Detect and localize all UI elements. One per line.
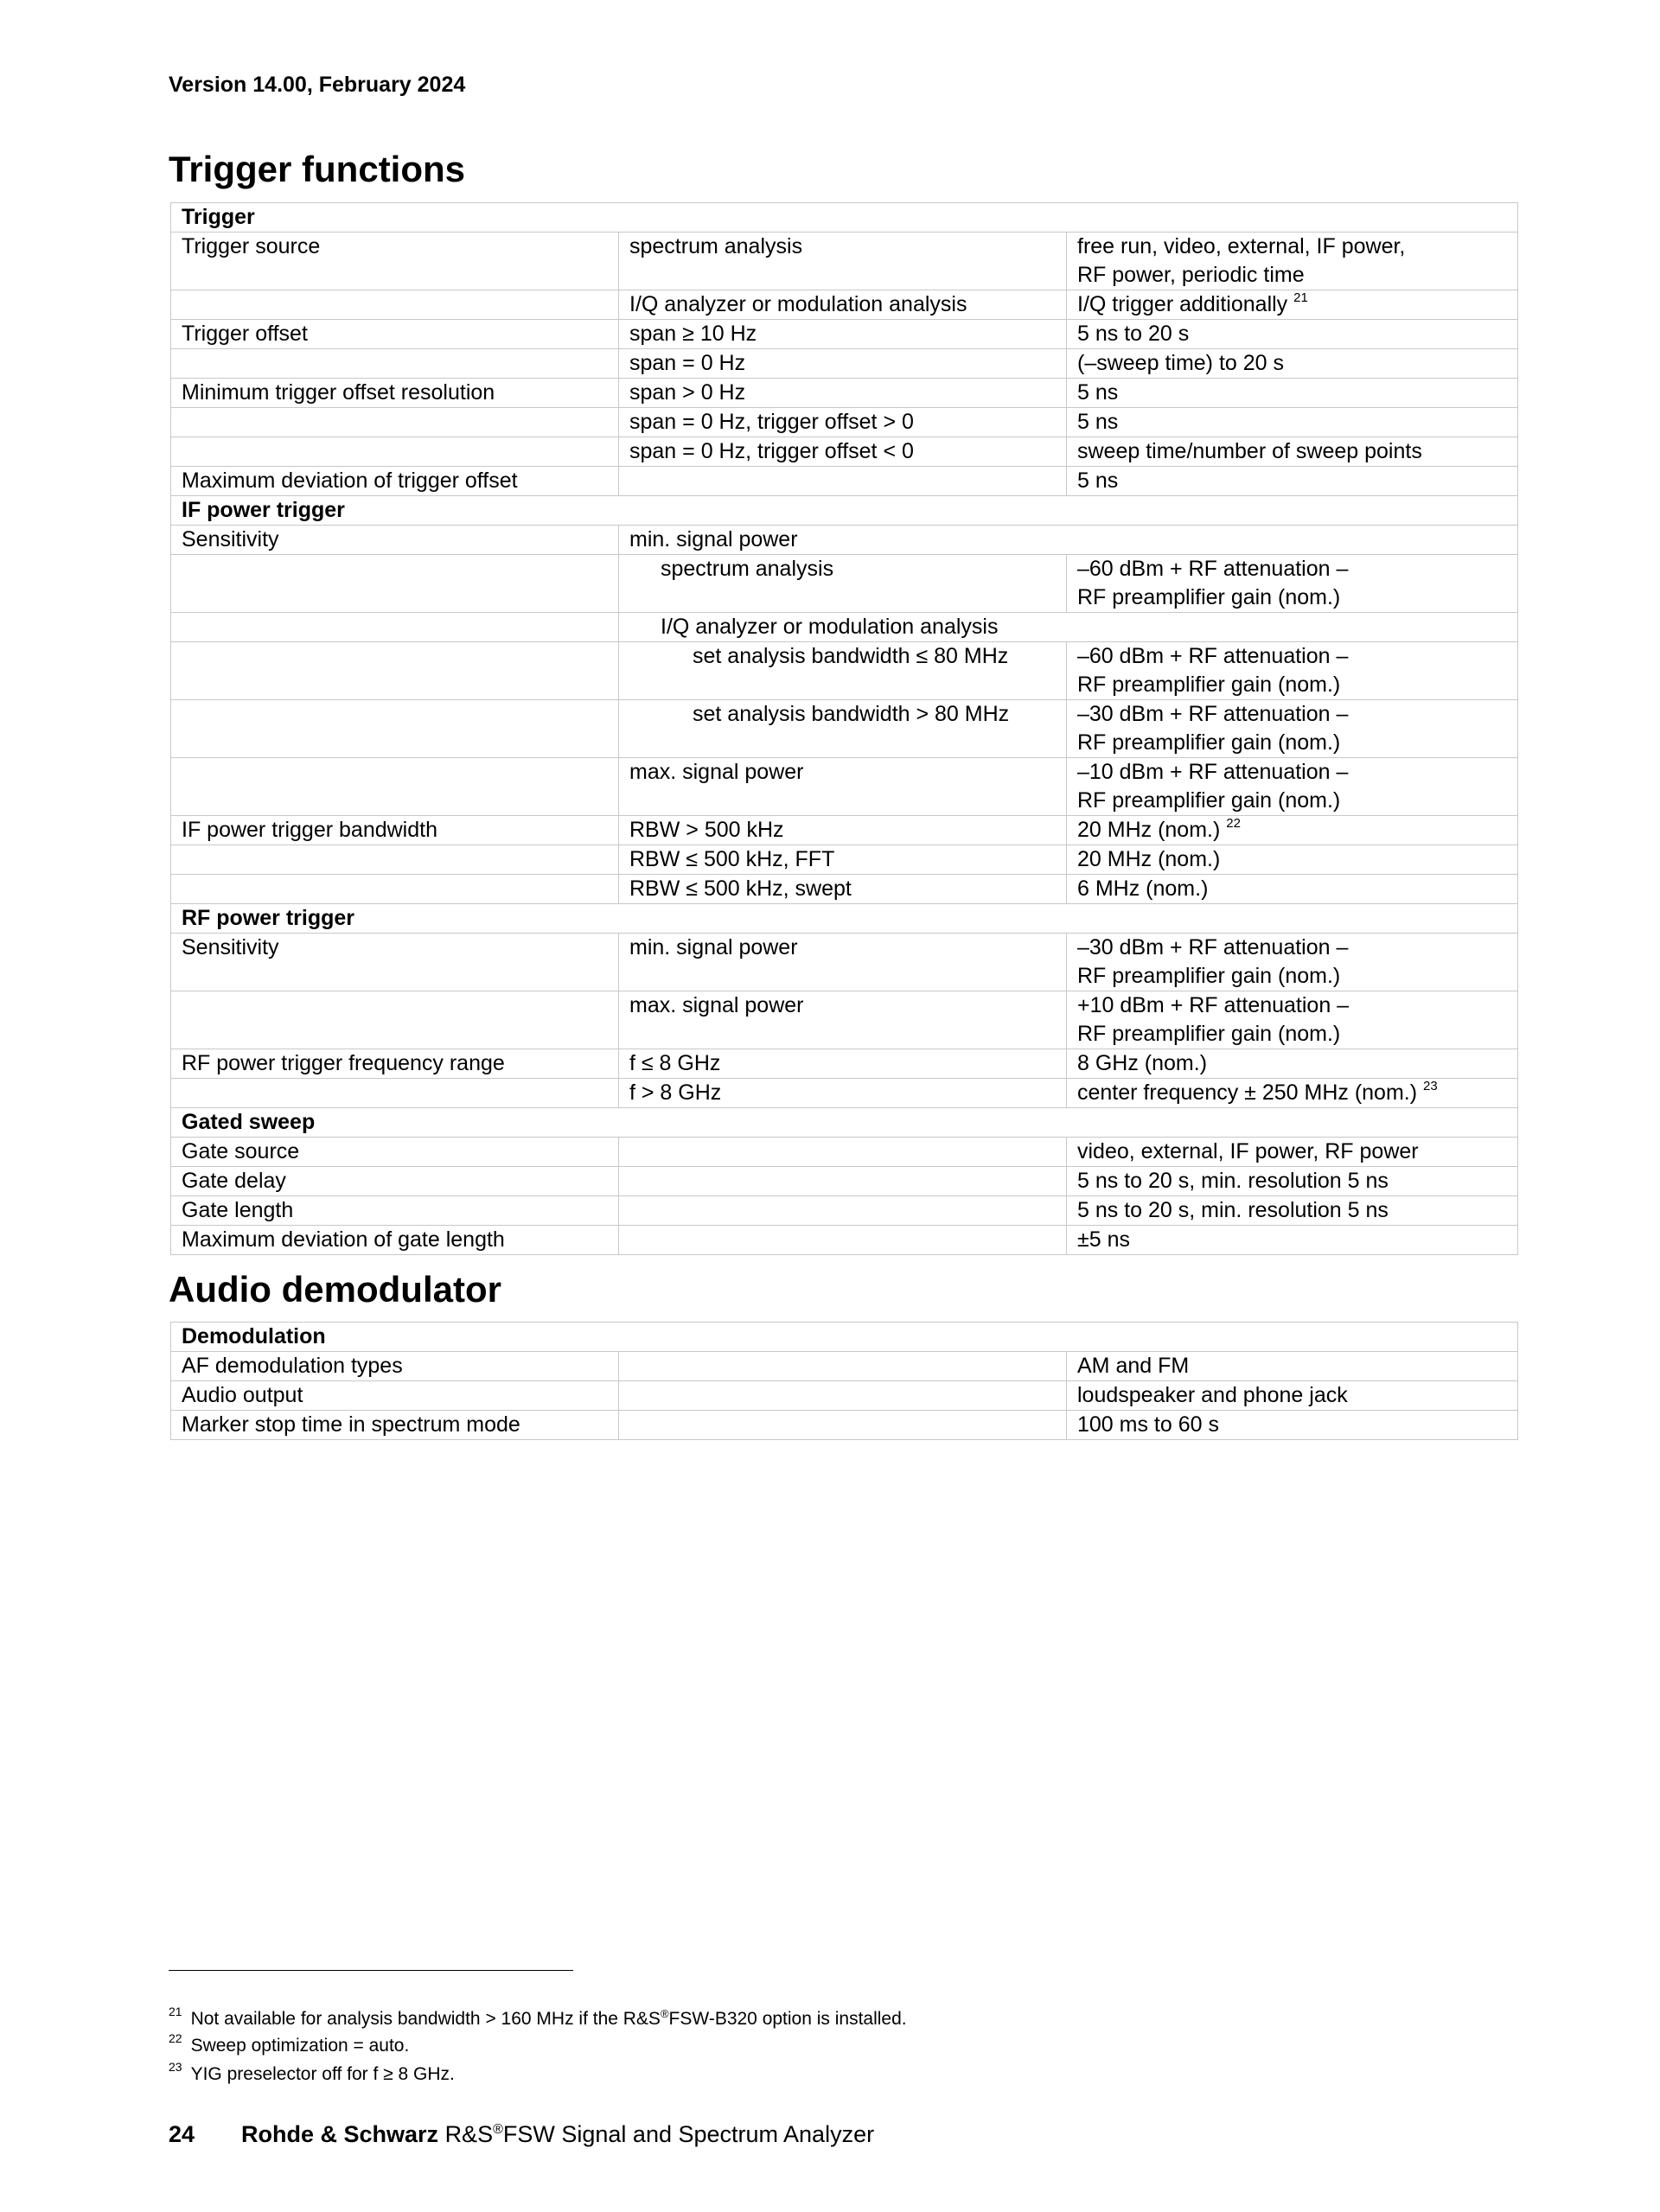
param-cell (171, 290, 619, 320)
condition-cell: span > 0 Hz (619, 379, 1067, 408)
condition-cell (619, 1138, 1067, 1167)
group-heading: Demodulation (171, 1323, 1518, 1352)
table-row (171, 379, 1518, 408)
condition-cell (619, 1381, 1067, 1411)
table-row (171, 1138, 1518, 1167)
value-cell: 20 MHz (nom.) $^{22}$ (1067, 816, 1518, 845)
value-cell: free run, video, external, IF power, RF power, periodic time (1067, 233, 1518, 290)
value-cell: 5 ns to 20 s (1067, 320, 1518, 349)
condition-cell (619, 1167, 1067, 1196)
param-cell: Maximum deviation of gate length (171, 1226, 619, 1255)
param-cell: Audio output (171, 1381, 619, 1411)
param-cell: Gate delay (171, 1167, 619, 1196)
param-cell (171, 437, 619, 467)
page-footer: 24 Rohde & Schwarz R&S®FSW Signal and Spectrum Analyzer (169, 2121, 875, 2147)
param-cell: Maximum deviation of trigger offset (171, 467, 619, 496)
value-cell: center frequency ± 250 MHz (nom.) $^{23}$ (1067, 1079, 1518, 1108)
condition-cell: I/Q analyzer or modulation analysis (619, 290, 1067, 320)
param-cell (171, 758, 619, 816)
footnote-ref: 21 (1293, 290, 1308, 305)
condition-cell: span = 0 Hz (619, 349, 1067, 379)
table-row (171, 1352, 1518, 1381)
footnote-separator (169, 1970, 573, 1971)
footnote-22: $^{22}$ Sweep optimization = auto. (169, 2031, 410, 2056)
condition-cell (619, 1196, 1067, 1226)
condition-cell: f ≤ 8 GHz (619, 1049, 1067, 1079)
condition-cell: RBW ≤ 500 kHz, swept (619, 875, 1067, 904)
table-row (171, 816, 1518, 845)
group-heading: IF power trigger (171, 496, 1518, 526)
condition-cell: max. signal power (619, 758, 1067, 816)
audio-demodulator-table (170, 1322, 1518, 1440)
condition-cell: spectrum analysis (619, 233, 1067, 290)
condition-cell: spectrum analysis (619, 555, 1067, 613)
value-cell: –60 dBm + RF attenuation – RF preamplifier gain (nom.) (1067, 555, 1518, 613)
condition-cell: f > 8 GHz (619, 1079, 1067, 1108)
table-row (171, 1196, 1518, 1226)
condition-cell (619, 1411, 1067, 1440)
value-cell: 5 ns to 20 s, min. resolution 5 ns (1067, 1196, 1518, 1226)
param-cell (171, 613, 619, 642)
table-row (171, 613, 1518, 642)
condition-cell: span = 0 Hz, trigger offset > 0 (619, 408, 1067, 437)
condition-cell: set analysis bandwidth > 80 MHz (619, 700, 1067, 758)
param-cell (171, 642, 619, 700)
param-cell (171, 991, 619, 1049)
param-cell: AF demodulation types (171, 1352, 619, 1381)
param-cell (171, 349, 619, 379)
condition-cell (619, 467, 1067, 496)
condition-cell: min. signal power (619, 934, 1067, 991)
table-row (171, 1079, 1518, 1108)
footnote-21: $^{21}$ Not available for analysis bandwidth > 160 MHz if the R&S®FSW-B320 option is installed. (169, 2005, 907, 2029)
condition-cell: RBW > 500 kHz (619, 816, 1067, 845)
value-cell: –30 dBm + RF attenuation – RF preamplifier gain (nom.) (1067, 700, 1518, 758)
param-cell (171, 845, 619, 875)
value-cell: I/Q trigger additionally $^{21}$ (1067, 290, 1518, 320)
table-row (171, 349, 1518, 379)
param-cell: Sensitivity (171, 526, 619, 555)
table-row (171, 1226, 1518, 1255)
footnote-ref: 23 (1423, 1078, 1438, 1093)
table-row (171, 1167, 1518, 1196)
group-heading-row (171, 1323, 1518, 1352)
table-row (171, 1049, 1518, 1079)
param-cell (171, 408, 619, 437)
table-row (171, 233, 1518, 290)
page-number: 24 (169, 2121, 195, 2147)
table-row (171, 290, 1518, 320)
table-row (171, 845, 1518, 875)
condition-cell: RBW ≤ 500 kHz, FFT (619, 845, 1067, 875)
footnote-ref: 22 (1226, 815, 1241, 831)
table-row (171, 700, 1518, 758)
table-row (171, 467, 1518, 496)
value-cell: sweep time/number of sweep points (1067, 437, 1518, 467)
param-cell (171, 700, 619, 758)
group-heading: Trigger (171, 203, 1518, 233)
param-cell: Gate length (171, 1196, 619, 1226)
table-row (171, 758, 1518, 816)
document-version: Version 14.00, February 2024 (169, 73, 466, 97)
param-cell: Trigger source (171, 233, 619, 290)
condition-cell: min. signal power (619, 526, 1518, 555)
table-row (171, 642, 1518, 700)
trigger-functions-table (170, 202, 1518, 1255)
param-cell: IF power trigger bandwidth (171, 816, 619, 845)
value-cell: +10 dBm + RF attenuation – RF preamplifier gain (nom.) (1067, 991, 1518, 1049)
value-cell: AM and FM (1067, 1352, 1518, 1381)
param-cell: RF power trigger frequency range (171, 1049, 619, 1079)
condition-cell: I/Q analyzer or modulation analysis (619, 613, 1518, 642)
value-cell: ±5 ns (1067, 1226, 1518, 1255)
param-cell: Gate source (171, 1138, 619, 1167)
table-row (171, 1411, 1518, 1440)
table-row (171, 875, 1518, 904)
value-cell: 100 ms to 60 s (1067, 1411, 1518, 1440)
group-heading-row (171, 203, 1518, 233)
value-cell: loudspeaker and phone jack (1067, 1381, 1518, 1411)
table-row (171, 991, 1518, 1049)
value-cell: –10 dBm + RF attenuation – RF preamplifier gain (nom.) (1067, 758, 1518, 816)
value-cell: 20 MHz (nom.) (1067, 845, 1518, 875)
company-name: Rohde & Schwarz (241, 2121, 439, 2147)
table-row (171, 526, 1518, 555)
table-row (171, 320, 1518, 349)
value-cell: –60 dBm + RF attenuation – RF preamplifier gain (nom.) (1067, 642, 1518, 700)
table-row (171, 408, 1518, 437)
section-title-audio-demodulator: Audio demodulator (169, 1269, 501, 1310)
param-cell: Minimum trigger offset resolution (171, 379, 619, 408)
value-cell: 5 ns (1067, 379, 1518, 408)
group-heading-row (171, 904, 1518, 934)
table-row (171, 934, 1518, 991)
param-cell (171, 555, 619, 613)
value-cell: (–sweep time) to 20 s (1067, 349, 1518, 379)
value-cell: 5 ns (1067, 467, 1518, 496)
condition-cell: max. signal power (619, 991, 1067, 1049)
group-heading-row (171, 1108, 1518, 1138)
table-row (171, 1381, 1518, 1411)
value-cell: 5 ns to 20 s, min. resolution 5 ns (1067, 1167, 1518, 1196)
param-cell (171, 875, 619, 904)
group-heading: Gated sweep (171, 1108, 1518, 1138)
param-cell: Marker stop time in spectrum mode (171, 1411, 619, 1440)
value-cell: 5 ns (1067, 408, 1518, 437)
group-heading: RF power trigger (171, 904, 1518, 934)
condition-cell (619, 1352, 1067, 1381)
table-row (171, 555, 1518, 613)
value-cell: 8 GHz (nom.) (1067, 1049, 1518, 1079)
value-cell: –30 dBm + RF attenuation – RF preamplifier gain (nom.) (1067, 934, 1518, 991)
condition-cell: span = 0 Hz, trigger offset < 0 (619, 437, 1067, 467)
condition-cell: set analysis bandwidth ≤ 80 MHz (619, 642, 1067, 700)
section-title-trigger-functions: Trigger functions (169, 149, 466, 189)
param-cell: Trigger offset (171, 320, 619, 349)
value-cell: video, external, IF power, RF power (1067, 1138, 1518, 1167)
group-heading-row (171, 496, 1518, 526)
param-cell: Sensitivity (171, 934, 619, 991)
table-row (171, 437, 1518, 467)
condition-cell (619, 1226, 1067, 1255)
param-cell (171, 1079, 619, 1108)
value-cell: 6 MHz (nom.) (1067, 875, 1518, 904)
condition-cell: span ≥ 10 Hz (619, 320, 1067, 349)
footnote-23: $^{23}$ YIG preselector off for f ≥ 8 GHz. (169, 2060, 455, 2084)
